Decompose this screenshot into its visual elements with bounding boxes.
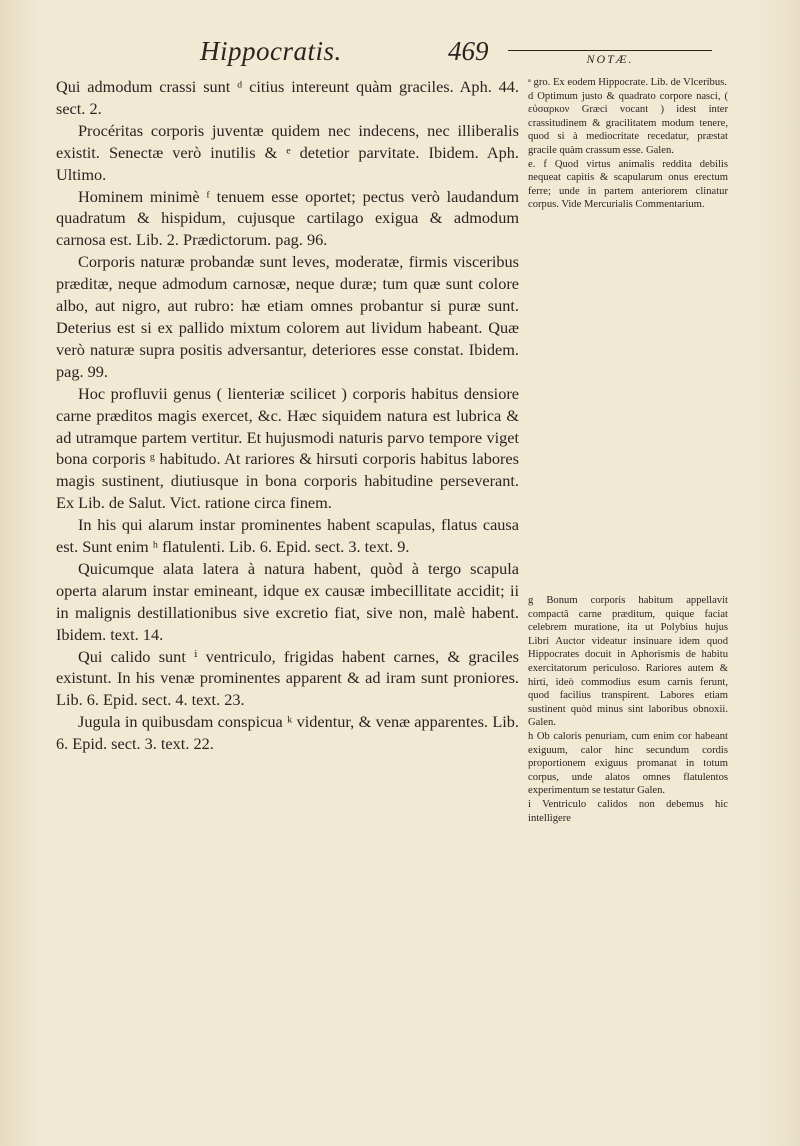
margin-note: e. f Quod virtus animalis reddita debilis nequeat capitis & scapularum onus erectum ferre; unde in partem anteriorem clinatur corpus. Vide Mercurialis Commentarium. bbox=[528, 158, 728, 211]
paragraph: In his qui alarum instar prominentes habent scapulas, flatus causa est. Sunt enim ʰ flatulenti. Lib. 6. Epid. sect. 3. text. 9. bbox=[56, 515, 519, 557]
main-text-column bbox=[56, 76, 519, 755]
page-number: 469 bbox=[448, 36, 489, 66]
paragraph: Qui admodum crassi sunt ᵈ citius intereunt quàm graciles. Aph. 44. sect. 2. bbox=[56, 77, 519, 118]
margin-note: g Bonum corporis habitum appellavit compactâ carne præditum, quique faciat celebrem muratione, ita ut Polybius hujus Libri Auctor videatur insinuare idem quod Hippocrates docuit in Aphorismis de habitu exercitatorum periculoso. Rariores autem & hirti, ideò commodius esum carnis ferunt, quod facilius transpirent. Labores etiam sustinent quòd minus sint laboribus obnoxii. Galen. bbox=[528, 595, 728, 729]
notes-heading: NOTÆ. bbox=[508, 50, 712, 67]
paragraph: Hominem minimè ᶠ tenuem esse oportet; pectus verò laudandum quadratum & hispidum, cujusque cartilago exigua & admodum carnosa est. Lib. 2. Prædictorum. pag. 96. bbox=[56, 186, 519, 250]
margin-notes-top bbox=[528, 76, 728, 212]
paragraph: Qui calido sunt ⁱ ventriculo, frigidas habent carnes, & graciles existunt. In his venæ prominentes apparent & ad iram sunt proniores. Lib. 6. Epid. sect. 4. text. 23. bbox=[56, 646, 519, 710]
running-title: Hippocratis. bbox=[200, 36, 342, 66]
paragraph: Corporis naturæ probandæ sunt leves, moderatæ, firmis visceribus præditæ, neque admodum carnosæ, neque duræ; tum quæ sunt colore albo, aut nigro, aut rubro: hæ etiam omnes probantur si puræ sunt. Deterius est si ex pallido mixtum colorem aut lividum habeant. Quæ verò naturæ supra positis adversantur, deteriores esse constat. Ibidem. pag. 99. bbox=[56, 252, 519, 381]
paragraph: Jugula in quibusdam conspicua ᵏ videntur, & venæ apparentes. Lib. 6. Epid. sect. 3. text. 22. bbox=[56, 712, 519, 754]
margin-note: i Ventriculo calidos non debemus hic intelligere bbox=[528, 798, 728, 824]
paragraph: Hoc profluvii genus ( lienteriæ scilicet ) corporis habitus densiore carne præditos magis exercet, &c. Hæc siquidem natura est lubrica & ad utramque partem vertitur. Et hujusmodi naturis parvo tempore viget bona corporis ᵍ habitudo. At rariores & hirsuti corporis habitus labores magis sustinent, diutiusque in bona corporis habitudine perseverant. Ex Lib. de Salut. Vict. ratione circa finem. bbox=[56, 383, 519, 513]
paragraph: Quicumque alata latera à natura habent, quòd à tergo scapula operta alarum instar emineant, idque ex causæ imbecillitate accidit; ii in malignis destillationibus sive excretio fiat, sive non, malè habent. Ibidem. text. 14. bbox=[56, 558, 519, 644]
page-header bbox=[0, 34, 800, 74]
paragraph: Procéritas corporis juventæ quidem nec indecens, nec illiberalis existit. Senectæ verò inutilis & ᵉ detetior parvitate. Ibidem. Aph. Ultimo. bbox=[56, 120, 519, 184]
margin-notes-bottom bbox=[528, 594, 728, 825]
margin-note: d Optimum justo & quadrato corpore nasci, ( εὐσαρκον Græci vocant ) idest inter crassitudinem & gracilitatem modum tenere, quod si à mediocritate recedatur, præstat gracile quàm crassum esse. Galen. bbox=[528, 90, 728, 156]
margin-note: ᵃ gro. Ex eodem Hippocrate. Lib. de Vlceribus. bbox=[528, 77, 727, 88]
margin-note: h Ob caloris penuriam, cum enim cor habeant exiguum, calor hinc secundum cordis proportionem exiguus promanat in totum corpus, unde alatos omnes flatulentos experimentum se testatur Galen. bbox=[528, 730, 728, 797]
